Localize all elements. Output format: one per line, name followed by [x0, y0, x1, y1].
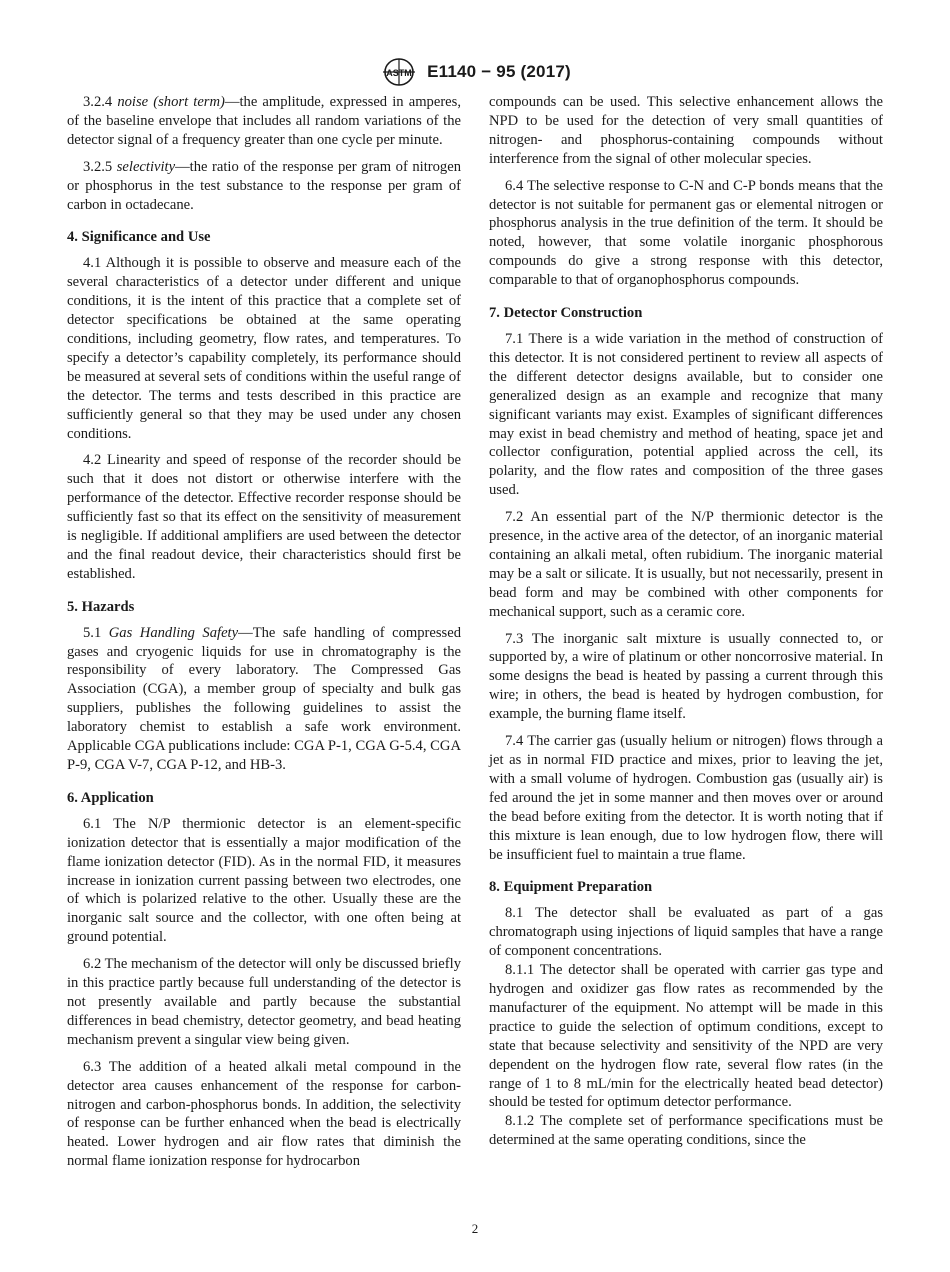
- paragraph-6-3-continued: compounds can be used. This selective enhancement allows the NPD to be used for the detection of very small quantities of nitrogen- and phosphorus-containing compounds without interference from the signal of other molecular species.: [489, 94, 883, 167]
- term-selectivity: selectivity: [116, 158, 176, 175]
- section-heading-4: 4. Significance and Use: [67, 229, 211, 246]
- paragraph-4-1: 4.1 Although it is possible to observe and measure each of the several characteristics of a detector under different and unique conditions, it is the intent of this practice that a complete set of detector specifications be obtained at the same operating conditions, including geometry, flow rates, and temperatures. To specify a detector’s capability completely, its performance should be measured at several sets of conditions within the useful range of the detector. The terms and tests described in this practice are sufficiently general so that they may be used under any chosen conditions.: [67, 255, 461, 442]
- section-heading-5: 5. Hazards: [67, 598, 135, 615]
- term-noise: noise (short term): [117, 94, 225, 110]
- paragraph-8-1: 8.1 The detector shall be evaluated as part of a gas chromatograph using injections of liquid samples that have a range of component concentrations.: [489, 905, 883, 960]
- paragraph-7-3: 7.3 The inorganic salt mixture is usually connected to, or supported by, a wire of platinum or other noncorrosive material. In some designs the bead is heated by passing a current through this wire; in others, the bead is heated by hydrogen combustion, for example, the burning flame itself.: [489, 630, 883, 723]
- paragraph-7-2: 7.2 An essential part of the N/P thermionic detector is the presence, in the active area of the detector, of an inorganic material containing an alkali metal, often rubidium. The inorganic material may be a salt or silicate. It is usually, but not necessarily, present in bead form and may be combined with other components for mechanical support, such as a ceramic core.: [489, 509, 883, 620]
- page-number: 2: [471, 1221, 479, 1236]
- astm-logo-icon: [379, 56, 419, 88]
- paragraph-6-4: 6.4 The selective response to C-N and C-P bonds means that the detector is not suitable for permanent gas or elemental nitrogen or phosphorus analysis in the true definition of the term. It should be noted, however, that some volatile inorganic phosphorous compounds do give a strong response with this detector, comparable to that of organophosphorus compounds.: [489, 177, 883, 289]
- paragraph-4-2: 4.2 Linearity and speed of response of the recorder should be such that it does not distort or otherwise interfere with the performance of the detector. Effective recorder response should be sufficiently fast so that its effect on the sensitivity of measurement is negligible. If additional amplifiers are used between the detector and the final readout device, their characteristics should first be established.: [67, 452, 461, 582]
- left-column: [67, 93, 461, 1171]
- paragraph-7-4: 7.4 The carrier gas (usually helium or nitrogen) flows through a jet as in normal FID practice and mixes, prior to leaving the jet, with a small volume of hydrogen. Combustion gas (usually air) is fed around the jet in some manner and then moves over or around the bead before exiting from the detector. It is worth noting that if this mixture is lean enough, due to low hydrogen flow, there will be insufficient fuel to maintain a true flame.: [489, 733, 883, 863]
- paragraph-6-3: 6.3 The addition of a heated alkali metal compound in the detector area causes enhancement of the response for carbon-nitrogen and carbon-phosphorus bonds. In addition, the selectivity of response can be further enhanced when the bead is electrically heated. Lower hydrogen and air flow rates that diminish the normal flame ionization response for hydrocarbon: [67, 1058, 461, 1170]
- paragraph-3-2-5: 3.2.5 selectivity—the ratio of the response per gram of nitrogen or phosphorus in the test substance to the response per gram of carbon in octadecane.: [67, 158, 461, 213]
- paragraph-7-1: 7.1 There is a wide variation in the method of construction of this detector. It is not considered pertinent to review all aspects of the different detector designs available, but to consider one generalized design as an example and recognize that many significant variants may exist. Examples of significant differences may exist in bead chemistry and method of heating, space jet and collector configuration, potential applied across the cell, its polarity, and the flow rates and composition of the three gases used.: [489, 330, 883, 499]
- term-gas-handling-safety: Gas Handling Safety: [108, 624, 239, 641]
- paragraph-6-1: 6.1 The N/P thermionic detector is an element-specific ionization detector that is essentially a major modification of the flame ionization detector (FID). As in the normal FID, it measures increase in ionization current passing between two electrodes, one of which is polarized relative to the other. Usually these are the inorganic salt source and the collector, with one often being at ground potential.: [67, 815, 461, 946]
- section-heading-7: 7. Detector Construction: [489, 305, 643, 322]
- paragraph-3-2-4: 3.2.4 noise (short term)—the amplitude, expressed in amperes, of the baseline envelope that includes all random variations of the detector signal of a frequency greater than one cycle per minute.: [67, 94, 461, 148]
- section-heading-8: 8. Equipment Preparation: [489, 879, 653, 896]
- logo-text: ASTM: [386, 68, 412, 78]
- paragraph-8-1-2: 8.1.2 The complete set of performance specifications must be determined at the same operating conditions, since the: [489, 1113, 883, 1149]
- section-heading-6: 6. Application: [67, 789, 154, 806]
- right-column: [489, 93, 883, 1150]
- standard-designation: E1140 − 95 (2017): [427, 62, 571, 81]
- paragraph-6-2: 6.2 The mechanism of the detector will only be discussed briefly in this practice partly because full understanding of the detector is not presently available and partly because the substantial differences in bead chemistry, detector geometry, and bead heating mechanism prevent a singular view being given.: [67, 956, 461, 1048]
- paragraph-5-1: 5.1 Gas Handling Safety—The safe handling of compressed gases and cryogenic liquids for use in chromatography is the responsibility of every laboratory. The Compressed Gas Association (CGA), a member group of specialty and bulk gas suppliers, publishes the following guidelines to assist the laboratory chemist to establish a safe work environment. Applicable CGA publications include: CGA P-1, CGA G-5.4, CGA P-9, CGA V-7, CGA P-12, and HB-3.: [67, 624, 462, 773]
- page-header: [0, 56, 950, 93]
- paragraph-8-1-1: 8.1.1 The detector shall be operated with carrier gas type and hydrogen and oxidizer gas flow rates as recommended by the manufacturer of the equipment. No attempt will be made in this practice to guide the selection of optimum conditions, except to state that because selectivity and sensitivity of the NPD are very dependent on the hydrogen flow rate, several flow rates (in the range of 1 to 8 mL/min for the electrically heated bead detector) should be tested for optimum detector performance.: [489, 962, 883, 1111]
